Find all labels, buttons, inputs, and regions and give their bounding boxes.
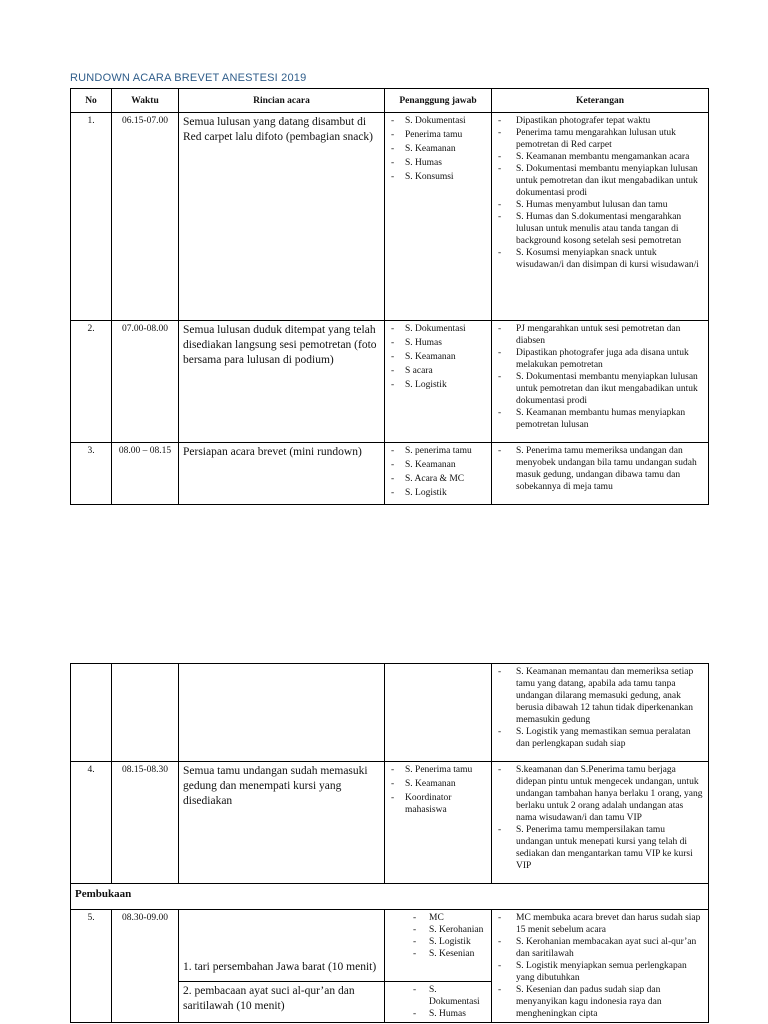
row-detail: 2. pembacaan ayat suci al-qur’an dan saritilawah (10 menit)	[179, 982, 385, 1023]
pj-item: - S. Logistik	[389, 379, 487, 391]
row-pj	[385, 762, 492, 884]
row-pj	[385, 321, 492, 443]
ket-item: - S. Dokumentasi membantu menyiapkan lulusan untuk pemotretan dan ikut mengabadikan untuk dokumentasi prodi	[496, 163, 704, 199]
ket-item: - S. Kosumsi menyiapkan snack untuk wisudawan/i dan disimpan di kursi wisudawan/i	[496, 247, 704, 271]
ket-item: - S. Penerima tamu mempersilakan tamu undangan untuk menepati kursi yang telah di sediakan dan mengantarkan tamu VIP ke kursi VIP	[496, 824, 704, 872]
pj-item: - S. Humas	[389, 157, 487, 169]
row-no: 1.	[71, 113, 112, 321]
table-row	[71, 113, 709, 321]
row-keterangan	[492, 910, 709, 1023]
pj-item: - S. Dokumentasi	[389, 984, 487, 1008]
ket-item: - S. Logistik yang memastikan semua peralatan dan perlengkapan sudah siap	[496, 726, 704, 750]
row-time: 06.15-07.00	[112, 113, 179, 321]
ket-item: - S. Penerima tamu memeriksa undangan dan menyobek undangan bila tamu undangan sudah masuk gedung, undangan dibawa tamu dan sobekannya di meja tamu	[496, 445, 704, 493]
pj-item: - S acara	[389, 365, 487, 377]
pj-item: - S. Kesenian	[389, 948, 487, 960]
pj-item: - S. Dokumentasi	[389, 323, 487, 335]
row-keterangan	[492, 113, 709, 321]
ket-item: - S.keamanan dan S.Penerima tamu berjaga didepan pintu untuk mengecek undangan, untuk undangan tambahan hanya berlaku 1 orang, yang berlaku untuk 2 orang adalah undangan atas nama wisudawan/i dan tamu VIP	[496, 764, 704, 824]
row-pj	[385, 910, 492, 982]
table-row	[71, 443, 709, 505]
ket-item: - PJ mengarahkan untuk sesi pemotretan dan diabsen	[496, 323, 704, 347]
header-no: No	[71, 89, 112, 113]
ket-item: - Dipastikan photografer juga ada disana untuk melakukan pemotretan	[496, 347, 704, 371]
section-row	[71, 884, 709, 910]
row-pj	[385, 113, 492, 321]
row-no: 5.	[71, 910, 112, 1023]
pj-item: - S. Dokumentasi	[389, 115, 487, 127]
row-detail: Semua tamu undangan sudah memasuki gedung dan menempati kursi yang disediakan	[179, 762, 385, 884]
row-keterangan	[492, 321, 709, 443]
pj-item: - S. Konsumsi	[389, 171, 487, 183]
pj-item: - Koordinator mahasiswa	[389, 792, 487, 816]
ket-item: - S. Keamanan membantu humas menyiapkan pemotretan lulusan	[496, 407, 704, 431]
pj-item: - S. Keamanan	[389, 351, 487, 363]
row-time: 07.00-08.00	[112, 321, 179, 443]
header-keterangan: Keterangan	[492, 89, 709, 113]
row-keterangan	[492, 443, 709, 505]
ket-item: - S. Dokumentasi membantu menyiapkan lulusan untuk pemotretan dan ikut mengabadikan untuk dokumentasi prodi	[496, 371, 704, 407]
table-row	[71, 910, 709, 982]
pj-item: - S. Keamanan	[389, 459, 487, 471]
ket-item: - MC membuka acara brevet dan harus sudah siap 15 menit sebelum acara	[496, 912, 704, 936]
ket-item: - S. Humas menyambut lulusan dan tamu	[496, 199, 704, 211]
section-title: Pembukaan	[71, 884, 709, 910]
rundown-table-page2	[70, 663, 709, 1023]
rundown-table-page1	[70, 88, 709, 505]
pj-item: - S. Logistik	[389, 487, 487, 499]
pj-item: - S. Penerima tamu	[389, 764, 487, 776]
pj-item: - MC	[389, 912, 487, 924]
pj-item: - S. Keamanan	[389, 143, 487, 155]
pj-item: - S. penerima tamu	[389, 445, 487, 457]
row-no: 3.	[71, 443, 112, 505]
pj-item: - S. Humas	[389, 1008, 487, 1020]
row-keterangan	[492, 762, 709, 884]
row-pj	[385, 443, 492, 505]
row-detail: 1. tari persembahan Jawa barat (10 menit)	[179, 910, 385, 982]
document-title: RUNDOWN ACARA BREVET ANESTESI 2019	[70, 72, 307, 84]
header-pj: Penanggung jawab	[385, 89, 492, 113]
pj-item: - S. Keamanan	[389, 778, 487, 790]
row-detail: Semua lulusan duduk ditempat yang telah disediakan langsung sesi pemotretan (foto bersama para lulusan di podium)	[179, 321, 385, 443]
pj-item: - S. Acara & MC	[389, 473, 487, 485]
row-no: 2.	[71, 321, 112, 443]
table-row	[71, 321, 709, 443]
header-rincian: Rincian acara	[179, 89, 385, 113]
ket-item: - S. Keamanan memantau dan memeriksa setiap tamu yang datang, apabila ada tamu tanpa undangan dilarang memasuki gedung, anak berusia dibawah 12 tahun tidak diperkenankan memasukin gedung	[496, 666, 704, 726]
ket-item: - S. Keamanan membantu mengamankan acara	[496, 151, 704, 163]
row-detail: Persiapan acara brevet (mini rundown)	[179, 443, 385, 505]
row-time: 08.00 – 08.15	[112, 443, 179, 505]
ket-item: - S. Logistik menyiapkan semua perlengkapan yang dibutuhkan	[496, 960, 704, 984]
table-row	[71, 762, 709, 884]
table-row	[71, 664, 709, 762]
ket-item: - S. Humas dan S.dokumentasi mengarahkan lulusan untuk menulis atau tanda tangan di background kosong setelah sesi pemotretan	[496, 211, 704, 247]
row-keterangan	[492, 664, 709, 762]
row-time: 08.30-09.00	[112, 910, 179, 1023]
ket-item: - Dipastikan photografer tepat waktu	[496, 115, 704, 127]
header-waktu: Waktu	[112, 89, 179, 113]
row-pj	[385, 982, 492, 1023]
row-time: 08.15-08.30	[112, 762, 179, 884]
row-no: 4.	[71, 762, 112, 884]
pj-item: - Penerima tamu	[389, 129, 487, 141]
pj-item: - S. Logistik	[389, 936, 487, 948]
row-detail: Semua lulusan yang datang disambut di Red carpet lalu difoto (pembagian snack)	[179, 113, 385, 321]
ket-item: - S. Kesenian dan padus sudah siap dan menyanyikan kagu indonesia raya dan mengheningkan cipta	[496, 984, 704, 1020]
pj-item: - S. Humas	[389, 337, 487, 349]
ket-item: - Penerima tamu mengarahkan lulusan utuk pemotretan di Red carpet	[496, 127, 704, 151]
ket-item: - S. Kerohanian membacakan ayat suci al-qur’an dan saritilawah	[496, 936, 704, 960]
pj-item: - S. Kerohanian	[389, 924, 487, 936]
